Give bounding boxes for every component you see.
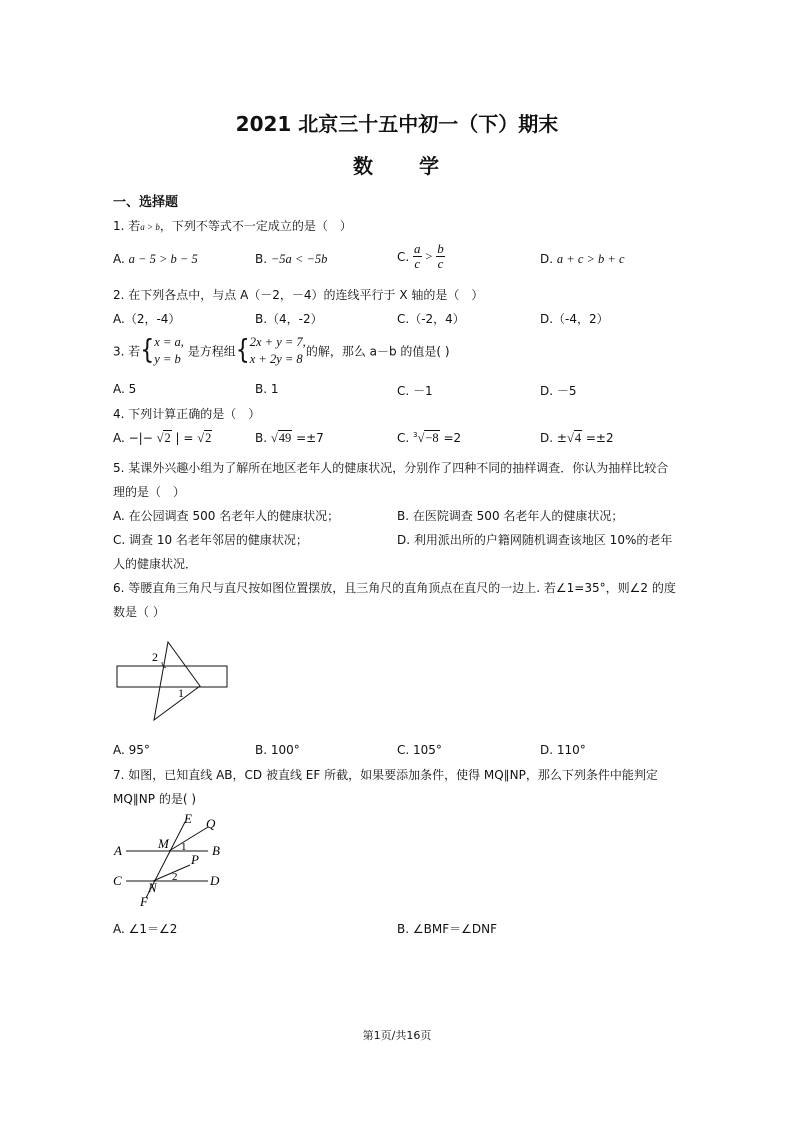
q5-option-d: D. 利用派出所的户籍网随机调查该地区 10%的老年: [397, 533, 673, 547]
question-7-line-2: MQ∥NP 的是( ): [113, 792, 197, 806]
q1-c-operator: >: [425, 249, 433, 264]
q3-s1b: y = b: [154, 351, 181, 366]
point-p-label: P: [191, 852, 199, 867]
q3-pre: 3. 若: [113, 344, 141, 359]
question-1-stem: [113, 217, 352, 234]
q6-option-b: B. 100°: [255, 743, 300, 757]
q4-option-a: A. −|− √2 | = √2: [113, 431, 212, 445]
q1-option-a-label: A.: [113, 252, 125, 266]
page-subtitle: 数 学: [353, 154, 441, 178]
q1-option-b: [255, 252, 327, 267]
angle-2-label: 2: [172, 871, 178, 883]
q1-option-a: [113, 252, 198, 267]
question-3-stem: [113, 334, 450, 368]
q1-condition: a > b: [140, 222, 160, 232]
q1-option-d-label: D.: [540, 252, 554, 266]
q2-option-d: D.（-4，2）: [540, 312, 609, 326]
q5-option-d-cont: 人的健康状况．: [113, 557, 198, 571]
q4-a-radicand-2: 2: [205, 431, 212, 445]
q4-d-radicand: 4: [574, 431, 582, 445]
q4-c-index: 3: [413, 431, 418, 439]
q3-post: 的解，那么 a－b 的值是( ): [305, 344, 450, 359]
section-heading: 一、选择题: [113, 195, 179, 210]
q3-option-a: A. 5: [113, 382, 137, 396]
q7-option-b: B. ∠BMF＝∠DNF: [397, 922, 497, 936]
q6-option-a: A. 95°: [113, 743, 150, 757]
q1-c-den2: c: [437, 256, 444, 272]
point-f-label: F: [140, 894, 148, 908]
q1-option-a-math: a − 5 > b − 5: [128, 252, 198, 266]
q3-option-b: B. 1: [255, 382, 279, 396]
point-e-label: E: [184, 811, 192, 826]
q4-option-b: B. √49 =±7: [255, 431, 324, 445]
q7-option-a: A. ∠1＝∠2: [113, 922, 178, 936]
page-footer: 第1页/共16页: [362, 1029, 432, 1042]
q4-b-post: =±7: [292, 431, 324, 445]
question-6-line-1: 6. 等腰直角三角尺与直尺按如图位置摆放，且三角尺的直角顶点在直尺的一边上. 若∠1=35°，则∠2 的度: [113, 581, 676, 595]
q3-brace-1: {: [140, 335, 155, 366]
parallel-lines-figure: [108, 808, 238, 908]
point-b-label: B: [212, 843, 220, 858]
q4-d-pre: D. ±: [540, 431, 567, 445]
q1-c-fraction-1: [413, 242, 422, 272]
q1-option-c: [397, 242, 445, 272]
q2-option-b: B.（4，-2）: [255, 312, 323, 326]
q1-option-d-math: a + c > b + c: [556, 252, 625, 266]
q5-option-c: C. 调查 10 名老年邻居的健康状况；: [113, 533, 308, 547]
q4-option-c: C. $^3$√−8 =2: [397, 431, 462, 445]
q4-a-mid: | =: [171, 431, 198, 445]
q1-option-b-math: −5a < −5b: [270, 252, 328, 266]
q4-c-radicand: −8: [425, 431, 439, 445]
ruler-shape: [117, 666, 227, 687]
question-5-line-2: 理的是（ ）: [113, 485, 186, 499]
q1-option-b-label: B.: [255, 252, 268, 266]
q4-d-post: =±2: [582, 431, 614, 445]
question-6-line-2: 数是（ ）: [113, 605, 165, 619]
q4-option-d: D. ±√4 =±2: [540, 431, 614, 445]
q5-option-a: A. 在公园调查 500 名老年人的健康状况；: [113, 509, 340, 523]
q1-c-fraction-2: [436, 242, 445, 272]
point-q-label: Q: [206, 816, 216, 831]
q3-mid: 是方程组: [187, 344, 236, 359]
ruler-triangle-figure: [110, 636, 235, 726]
q3-system-1: [154, 334, 184, 368]
q3-s2a: 2x + y = 7,: [249, 335, 306, 349]
angle-2-label: 2: [152, 650, 158, 664]
question-2-stem: 2. 在下列各点中，与点 A（－2，－4）的连线平行于 X 轴的是（ ）: [113, 288, 484, 302]
question-7-line-1: 7. 如图，已知直线 AB，CD 被直线 EF 所截，如果要添加条件，使得 MQ∥NP，那么下列条件中能判定: [113, 768, 658, 782]
q2-option-a: A.（2，-4）: [113, 312, 181, 326]
q4-c-post: =2: [439, 431, 462, 445]
page-title: 2021 北京三十五中初一（下）期末: [235, 112, 559, 136]
q3-option-c: C. －1: [397, 384, 433, 398]
q1-c-num2: b: [437, 241, 444, 256]
q3-system-2: [250, 334, 306, 368]
ray-mq: [169, 827, 208, 851]
triangle-shape: [154, 642, 200, 720]
q1-option-d: [540, 252, 625, 267]
point-d-label: D: [210, 873, 220, 888]
q6-option-c: C. 105°: [397, 743, 442, 757]
angle-1-label: 1: [178, 686, 184, 700]
question-4-stem: 4. 下列计算正确的是（ ）: [113, 407, 261, 421]
q3-option-d: D. －5: [540, 384, 577, 398]
q1-stem-post: ，下列不等式不一定成立的是（ ）: [159, 219, 352, 233]
point-m-label: M: [158, 836, 169, 851]
q4-b-radicand: 49: [278, 431, 292, 445]
q5-option-b: B. 在医院调查 500 名老年人的健康状况；: [397, 509, 624, 523]
q1-c-den1: c: [414, 256, 421, 272]
q3-brace-2: {: [235, 335, 250, 366]
q2-option-c: C.（-2，4）: [397, 312, 465, 326]
q4-a-radicand: 2: [164, 431, 171, 445]
q3-s2b: x + 2y = 8: [249, 351, 303, 366]
q1-option-c-label: C.: [397, 249, 410, 264]
q6-option-d: D. 110°: [540, 743, 586, 757]
point-c-label: C: [113, 873, 122, 888]
q4-b-pre: B.: [255, 431, 271, 445]
point-a-label: A: [114, 843, 122, 858]
q1-stem-pre: 1. 若: [113, 219, 141, 233]
q1-c-num1: a: [414, 241, 421, 256]
q3-s1a: x = a,: [154, 335, 184, 349]
question-5-line-1: 5. 某课外兴趣小组为了解所在地区老年人的健康状况，分别作了四种不同的抽样调查．你认为抽样比较合: [113, 461, 669, 475]
q4-a-pre: A. −|−: [113, 431, 157, 445]
angle-1-label: 1: [181, 841, 187, 853]
q4-c-pre: C.: [397, 431, 414, 445]
point-n-label: N: [148, 880, 157, 895]
